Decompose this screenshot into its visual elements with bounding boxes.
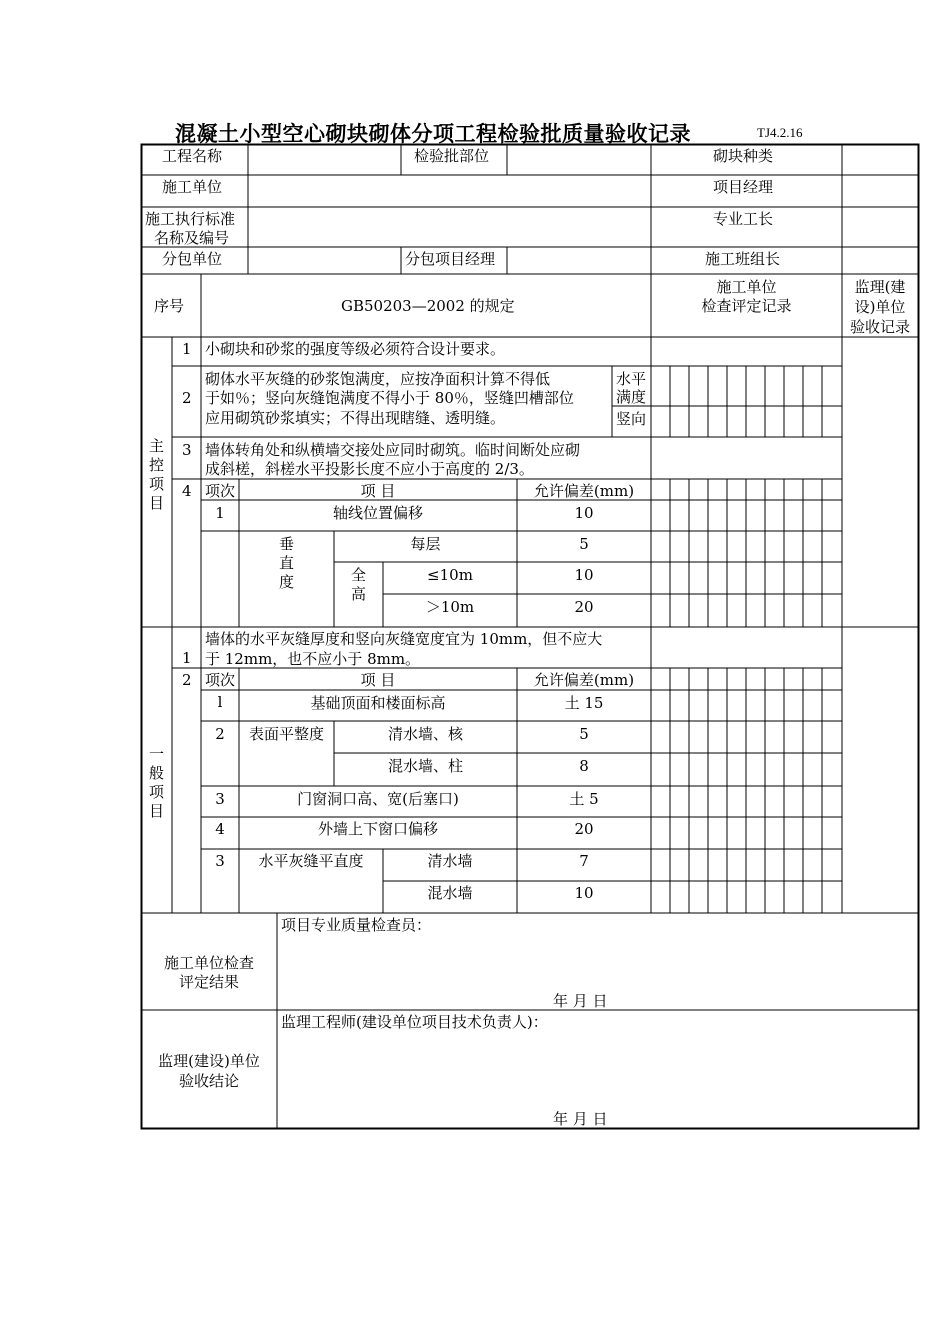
label-inspection-lot: 检验批部位 <box>414 147 490 165</box>
label-project-name: 工程名称 <box>162 147 223 165</box>
general-item-1-no: 1 <box>182 649 192 667</box>
general-row-6-idx: 3 <box>215 852 225 870</box>
general-item-1-text-2: 于 12mm，也不应小于 8mm。 <box>205 650 421 668</box>
general-col-idx: 项次 <box>205 671 236 689</box>
label-standard-1: 施工执行标准 <box>145 210 236 228</box>
main-item-2-text-3: 应用砌筑砂浆填实；不得出现瞎缝、透明缝。 <box>205 409 506 427</box>
main-group-2: 直 <box>278 554 294 572</box>
main-group-1: 垂 <box>278 535 294 553</box>
general-row-6-group: 水平灰缝平直度 <box>258 852 364 870</box>
general-row-2-group: 表面平整度 <box>248 725 324 743</box>
inspector-label: 项目专业质量检查员： <box>281 916 432 934</box>
general-row-2-value: 5 <box>579 725 589 743</box>
general-item-1-text-1: 墙体的水平灰缝厚度和竖向灰缝宽度宜为 10mm，但不应大 <box>205 630 603 648</box>
general-row-3-item: 混水墙、柱 <box>387 757 463 775</box>
general-row-4-item: 门窗洞口高、宽(后塞口) <box>297 790 459 808</box>
main-item-3-text-2: 成斜槎，斜槎水平投影长度不应小于高度的 2/3。 <box>205 460 534 478</box>
main-label-1: 主 <box>149 437 165 455</box>
main-item-1-text: 小砌块和砂浆的强度等级必须符合设计要求。 <box>205 340 506 358</box>
general-item-2-no: 2 <box>182 671 192 689</box>
label-standard-2: 名称及编号 <box>154 229 230 247</box>
main-tol-row-2-item: 每层 <box>410 535 441 553</box>
general-row-1-item: 基础顶面和楼面标高 <box>310 694 446 712</box>
main-sub-1: 全 <box>350 566 366 584</box>
general-row-7-value: 10 <box>574 884 594 902</box>
col-supervisor-1: 监理(建 <box>854 278 906 296</box>
general-row-1-value: 土 15 <box>564 694 604 712</box>
main-tol-row-4-value: 20 <box>574 598 594 616</box>
general-row-4-idx: 3 <box>215 790 225 808</box>
main-tol-row-3-value: 10 <box>574 566 594 584</box>
engineer-label: 监理工程师(建设单位项目技术负责人)： <box>281 1013 548 1031</box>
col-supervisor-2: 设)单位 <box>854 298 906 316</box>
date-1: 年 月 日 <box>553 992 608 1010</box>
general-col-tol: 允许偏差(mm) <box>533 671 635 689</box>
label-sub-manager: 分包项目经理 <box>405 250 496 268</box>
main-tol-row-3-item: ≤10m <box>427 566 473 584</box>
form-code: TJ4.2.16 <box>757 125 803 140</box>
main-item-2-sub-h-1: 水平 <box>616 370 647 388</box>
label-subcontractor: 分包单位 <box>162 250 223 268</box>
main-item-2-no: 2 <box>182 389 192 407</box>
general-row-6-value: 7 <box>579 852 589 870</box>
general-row-6-item: 清水墙 <box>427 852 473 870</box>
general-row-7-item: 混水墙 <box>427 884 473 902</box>
main-label-4: 目 <box>149 494 165 512</box>
general-label-3: 项 <box>149 783 165 801</box>
page-title: 混凝土小型空心砌块砌体分项工程检验批质量验收记录 <box>175 121 691 146</box>
main-item-3-no: 3 <box>182 441 192 459</box>
general-label-4: 目 <box>149 802 165 820</box>
main-item-4-no: 4 <box>182 482 192 500</box>
col-contractor-check-2: 检查评定记录 <box>701 297 792 315</box>
general-row-1-idx: l <box>217 693 223 711</box>
general-row-5-item: 外墙上下窗口偏移 <box>317 820 438 838</box>
main-tol-row-2-value: 5 <box>579 535 589 553</box>
general-row-2-idx: 2 <box>215 725 225 743</box>
main-tol-row-1-item: 轴线位置偏移 <box>332 504 423 522</box>
main-col-tol: 允许偏差(mm) <box>533 482 635 500</box>
main-item-2-text-1: 砌体水平灰缝的砂浆饱满度，应按净面积计算不得低 <box>205 370 551 388</box>
main-tol-row-1-idx: 1 <box>215 504 225 522</box>
main-tol-row-4-item: ＞10m <box>425 598 475 616</box>
main-group-3: 度 <box>278 573 294 591</box>
supervisor-result-1: 监理(建设)单位 <box>158 1052 260 1070</box>
main-item-2-sub-v: 竖向 <box>616 410 647 428</box>
main-col-idx: 项次 <box>205 482 236 500</box>
main-item-1-no: 1 <box>182 340 192 358</box>
supervisor-result-2: 验收结论 <box>178 1072 239 1090</box>
label-team-leader: 施工班组长 <box>705 250 781 268</box>
main-label-3: 项 <box>149 475 165 493</box>
general-col-item: 项 目 <box>360 671 396 689</box>
main-col-item: 项 目 <box>360 482 396 500</box>
general-label-1: 一 <box>149 745 165 763</box>
general-row-5-value: 20 <box>574 820 594 838</box>
general-row-2-item: 清水墙、核 <box>387 725 463 743</box>
date-2: 年 月 日 <box>553 1110 608 1128</box>
main-tol-row-1-value: 10 <box>574 504 594 522</box>
col-contractor-check-1: 施工单位 <box>716 278 777 296</box>
label-block-type: 砌块种类 <box>713 147 774 165</box>
main-item-3-text-1: 墙体转角处和纵横墙交接处应同时砌筑。临时间断处应砌 <box>205 441 581 459</box>
general-label-2: 般 <box>149 764 165 782</box>
general-row-3-value: 8 <box>579 757 589 775</box>
main-item-2-sub-h-2: 满度 <box>616 388 647 406</box>
label-contractor: 施工单位 <box>162 178 223 196</box>
general-row-5-idx: 4 <box>215 820 225 838</box>
contractor-result-2: 评定结果 <box>178 973 239 991</box>
label-project-manager: 项目经理 <box>713 178 774 196</box>
general-row-4-value: 土 5 <box>569 790 599 808</box>
label-foreman: 专业工长 <box>713 210 774 228</box>
main-sub-2: 高 <box>350 585 366 603</box>
col-rule: GB50203—2002 的规定 <box>341 297 515 315</box>
col-seq: 序号 <box>154 297 185 315</box>
contractor-result-1: 施工单位检查 <box>163 954 254 972</box>
main-item-2-text-2: 于如％；竖向灰缝饱满度不得小于 80％，竖缝凹槽部位 <box>205 389 574 407</box>
col-supervisor-3: 验收记录 <box>849 318 910 336</box>
main-label-2: 控 <box>149 456 165 474</box>
